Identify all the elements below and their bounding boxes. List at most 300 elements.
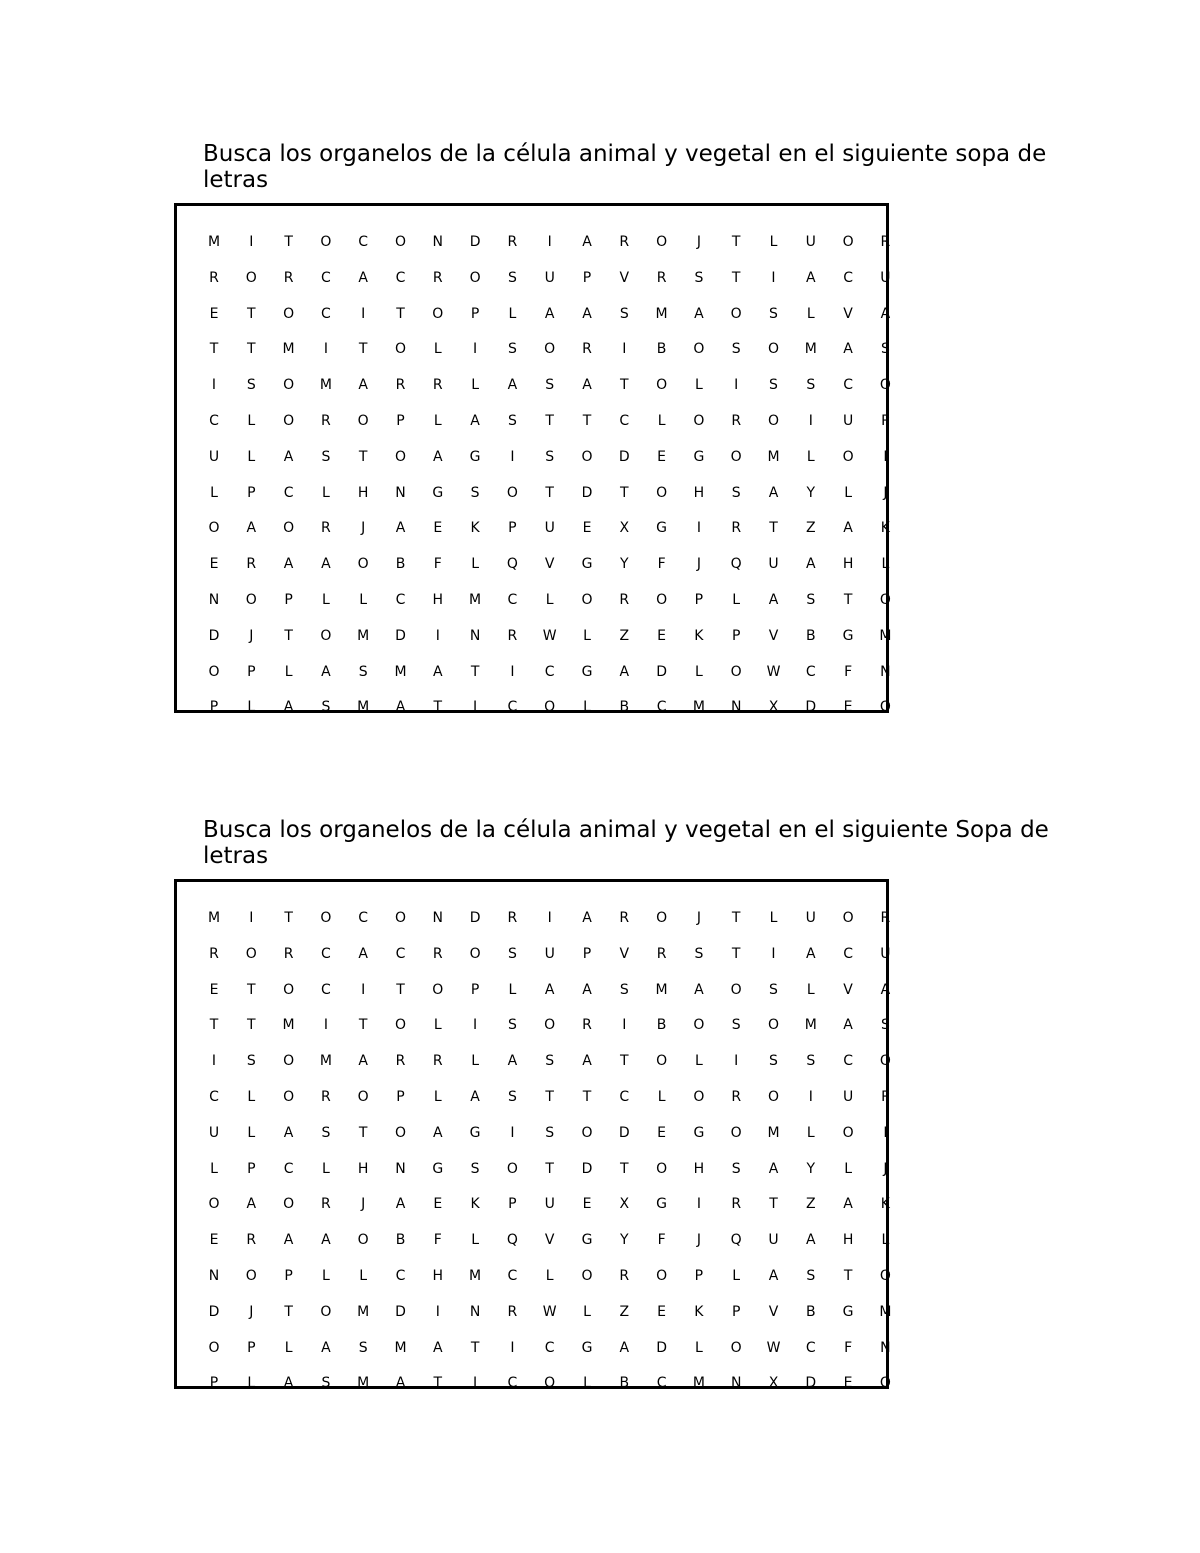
grid-letter: U (544, 1196, 555, 1213)
grid-letter: C (544, 663, 555, 680)
grid-letter: O (656, 910, 668, 926)
grid-letter: I (211, 1053, 217, 1070)
grid-letter: Z (806, 1196, 816, 1213)
grid-letter: B (656, 341, 667, 358)
grid-letter: C (507, 1375, 518, 1392)
grid-letter: Y (806, 1160, 816, 1177)
grid-letter: A (246, 1196, 257, 1213)
grid-letter: P (247, 1339, 256, 1356)
grid-letter: S (545, 1124, 555, 1141)
grid-letter: U (880, 269, 891, 286)
grid-letter: I (435, 627, 440, 644)
grid-letter: H (357, 1160, 369, 1177)
grid-letter: B (619, 1375, 630, 1392)
grid-letter: O (581, 1268, 593, 1284)
grid-letter: O (394, 448, 407, 465)
grid-letter: P (731, 1303, 741, 1320)
grid-letter: L (210, 1160, 218, 1177)
grid-letter: B (395, 556, 406, 573)
grid-letter: L (321, 1268, 330, 1284)
grid-letter: T (247, 1017, 256, 1034)
grid-letter: L (694, 663, 703, 680)
grid-letter: I (510, 663, 515, 680)
grid-letter: G (581, 663, 593, 680)
grid-letter: R (507, 627, 518, 644)
grid-letter: P (247, 484, 256, 501)
grid-letter: A (768, 592, 779, 608)
grid-letter: N (730, 1375, 742, 1392)
grid-letter: A (358, 1053, 368, 1070)
grid-letter: N (730, 699, 742, 716)
grid-letter: M (804, 1017, 817, 1034)
grid-letter: O (357, 1089, 369, 1105)
grid-letter: J (249, 627, 254, 644)
grid-letter: D (805, 1375, 817, 1392)
grid-letter: I (510, 1124, 515, 1141)
grid-letter: T (284, 1303, 293, 1320)
grid-letter: I (734, 377, 739, 394)
grid-letter: T (731, 910, 741, 926)
grid-letter: E (843, 699, 853, 716)
grid-letter: U (544, 520, 555, 537)
grid-letter: O (693, 413, 705, 429)
grid-letter: S (507, 269, 517, 286)
grid-letter: A (433, 663, 443, 680)
grid-letter: T (620, 484, 629, 501)
grid-letter: G (469, 448, 481, 465)
grid-letter: B (805, 1303, 816, 1320)
grid-letter: G (842, 627, 854, 644)
grid-letter: O (544, 1375, 556, 1392)
grid-letter: S (806, 377, 816, 394)
grid-letter: R (619, 592, 630, 608)
grid-letter: S (731, 484, 741, 501)
grid-letter: L (694, 377, 703, 394)
grid-letter: Q (506, 1232, 518, 1249)
grid-letter: O (693, 341, 705, 358)
grid-letter: H (693, 484, 705, 501)
grid-letter: P (470, 981, 480, 998)
grid-letter: I (771, 945, 776, 962)
grid-letter: U (842, 1089, 854, 1105)
grid-letter: C (321, 945, 331, 962)
grid-letter: E (582, 520, 592, 537)
grid-letter: D (469, 910, 481, 926)
grid-letter: L (545, 592, 554, 608)
grid-letter: C (619, 1089, 630, 1105)
grid-letter: O (394, 910, 407, 926)
grid-letter: A (768, 484, 779, 501)
grid-letter: W (542, 1303, 557, 1320)
grid-letter: S (731, 341, 741, 358)
grid-letter: O (432, 981, 444, 998)
grid-letter: A (470, 1089, 480, 1105)
grid-letter: M (207, 910, 221, 926)
grid-letter: L (806, 1124, 815, 1141)
grid-letter: O (208, 1196, 220, 1213)
word-search-grid (174, 203, 892, 716)
grid-letter: R (731, 1089, 742, 1105)
grid-letter: L (881, 1232, 890, 1249)
grid-letter: T (731, 234, 741, 250)
grid-letter: C (395, 1268, 406, 1284)
grid-letter: H (842, 1232, 854, 1249)
grid-letter: A (358, 377, 368, 394)
grid-letter: N (395, 484, 406, 501)
grid-letter: N (208, 1268, 220, 1284)
grid-letter: T (545, 1160, 554, 1177)
grid-letter: T (582, 1089, 592, 1105)
grid-letter: P (247, 1160, 256, 1177)
grid-letter: P (694, 592, 704, 608)
grid-letter: D (618, 448, 630, 465)
grid-letter: A (283, 1124, 294, 1141)
grid-letter: T (769, 1196, 778, 1213)
grid-letter: O (506, 1160, 518, 1177)
grid-letter: M (767, 448, 780, 465)
grid-letter: N (469, 627, 481, 644)
grid-letter: O (730, 981, 742, 998)
grid-letter: P (694, 1268, 704, 1284)
grid-letter: K (694, 627, 704, 644)
grid-letter: L (284, 1339, 293, 1356)
grid-letter: A (806, 556, 816, 573)
grid-letter: L (545, 1268, 554, 1284)
grid-letter: M (394, 1339, 407, 1356)
grid-letter: O (693, 1017, 705, 1034)
grid-letter: L (844, 484, 852, 501)
grid-letter: A (806, 1232, 816, 1249)
grid-letter: L (433, 413, 442, 429)
grid-letter: I (883, 448, 888, 465)
grid-letter: L (247, 413, 256, 429)
grid-letter: C (395, 592, 406, 608)
grid-letter: O (656, 377, 668, 394)
grid-letter: C (544, 1339, 555, 1356)
grid-letter: T (396, 981, 405, 998)
grid-letter: A (283, 699, 294, 716)
grid-letter: R (395, 377, 406, 394)
grid-letter: N (395, 1160, 406, 1177)
grid-letter: P (396, 1089, 405, 1105)
grid-letter: L (881, 556, 890, 573)
grid-letter: R (321, 520, 331, 537)
grid-letter: M (879, 627, 892, 644)
grid-letter: V (843, 981, 853, 998)
grid-letter: R (507, 910, 518, 926)
grid-letter: O (581, 448, 593, 465)
grid-letter: Q (730, 556, 742, 573)
grid-letter: M (692, 1375, 705, 1392)
grid-letter: O (656, 1053, 668, 1070)
grid-letter: A (619, 1339, 630, 1356)
grid-letter: O (842, 1124, 854, 1141)
grid-letter: I (211, 377, 217, 394)
grid-letter: V (544, 556, 555, 573)
grid-letter: S (507, 945, 517, 962)
grid-letter: R (656, 269, 667, 286)
grid-letter: D (395, 1303, 406, 1320)
grid-letter: L (583, 1375, 591, 1392)
grid-letter: C (209, 1089, 219, 1105)
grid-letter: A (433, 1124, 443, 1141)
grid-letter: A (806, 945, 816, 962)
grid-letter: O (730, 448, 742, 465)
grid-letter: S (545, 448, 555, 465)
grid-letter: T (545, 484, 554, 501)
grid-letter: T (769, 520, 778, 537)
grid-letter: V (768, 1303, 779, 1320)
grid-letter: L (321, 592, 330, 608)
grid-letter: T (358, 1017, 368, 1034)
grid-letter: O (394, 341, 407, 358)
grid-letter: I (361, 305, 366, 322)
grid-letter: A (358, 945, 368, 962)
grid-letter: T (209, 341, 219, 358)
grid-letter: K (694, 1303, 704, 1320)
grid-letter: I (808, 1089, 813, 1105)
grid-letter: U (805, 910, 816, 926)
grid-letter: S (321, 448, 331, 465)
grid-letter: U (208, 1124, 220, 1141)
grid-letter: L (471, 556, 479, 573)
grid-letter: R (432, 1053, 443, 1070)
grid-letter: Y (620, 556, 629, 573)
grid-letter: S (769, 377, 778, 394)
grid-letter: I (696, 1196, 701, 1213)
grid-letter: G (693, 448, 705, 465)
grid-letter: G (842, 1303, 854, 1320)
grid-letter: S (358, 1339, 368, 1356)
grid-letter: O (842, 234, 854, 250)
grid-letter: L (806, 448, 815, 465)
grid-letter: A (619, 663, 630, 680)
grid-letter: T (284, 910, 293, 926)
grid-letter: C (395, 269, 406, 286)
grid-letter: I (323, 1017, 328, 1034)
grid-letter: V (619, 269, 630, 286)
grid-letter: O (320, 1303, 332, 1320)
grid-letter: M (357, 699, 370, 716)
grid-letter: B (395, 1232, 406, 1249)
grid-letter: I (473, 1017, 478, 1034)
grid-letter: O (283, 1053, 295, 1070)
grid-letter: S (545, 377, 555, 394)
grid-letter: V (544, 1232, 555, 1249)
grid-letter: L (769, 234, 778, 250)
grid-letter: G (432, 1160, 444, 1177)
grid-letter: M (319, 377, 332, 394)
grid-letter: T (247, 981, 256, 998)
grid-letter: A (507, 377, 518, 394)
grid-letter: E (582, 1196, 592, 1213)
grid-letter: O (245, 592, 257, 608)
grid-letter: E (433, 520, 443, 537)
grid-letter: T (396, 305, 405, 322)
grid-letter: F (657, 556, 666, 573)
grid-letter: A (283, 556, 294, 573)
grid-letter: B (656, 1017, 667, 1034)
grid-letter: A (395, 1196, 406, 1213)
grid-letter: U (880, 945, 891, 962)
grid-letter: A (582, 910, 592, 926)
grid-letter: C (395, 945, 406, 962)
grid-letter: M (357, 627, 370, 644)
grid-letter: J (361, 1196, 366, 1213)
grid-letter: W (542, 627, 557, 644)
grid-letter: O (656, 1268, 668, 1284)
grid-letter: D (469, 234, 481, 250)
grid-letter: O (320, 910, 332, 926)
grid-letter: L (806, 981, 815, 998)
grid-letter: C (321, 269, 331, 286)
grid-letter: A (395, 1375, 406, 1392)
grid-letter: P (508, 1196, 517, 1213)
grid-letter: K (470, 1196, 480, 1213)
grid-letter: O (245, 1268, 257, 1284)
grid-letter: U (842, 413, 854, 429)
grid-letter: A (507, 1053, 518, 1070)
grid-letter: M (692, 699, 705, 716)
grid-letter: O (730, 1124, 742, 1141)
grid-letter: L (657, 413, 666, 429)
grid-letter: J (361, 520, 366, 537)
grid-letter: T (209, 1017, 219, 1034)
grid-letter: K (880, 520, 890, 537)
grid-letter: T (582, 413, 592, 429)
grid-letter: L (321, 1160, 330, 1177)
grid-letter: S (321, 699, 331, 716)
grid-letter: O (394, 1017, 407, 1034)
grid-letter: W (766, 663, 781, 680)
grid-letter: O (730, 305, 742, 322)
grid-letter: D (208, 1303, 220, 1320)
grid-letter: D (581, 484, 593, 501)
grid-letter: M (469, 592, 482, 608)
grid-letter: T (358, 341, 368, 358)
grid-letter: E (209, 981, 219, 998)
grid-letter: F (844, 1339, 853, 1356)
grid-letter: J (249, 1303, 254, 1320)
grid-letter: R (507, 1303, 518, 1320)
grid-letter: A (321, 1339, 331, 1356)
grid-letter: C (321, 305, 331, 322)
grid-letter: B (619, 699, 630, 716)
grid-letter: P (247, 663, 256, 680)
grid-letter: P (582, 269, 592, 286)
grid-letter: P (209, 1375, 219, 1392)
grid-letter: L (359, 592, 368, 608)
grid-letter: O (656, 484, 668, 501)
grid-letter: A (843, 1196, 853, 1213)
grid-letter: R (507, 234, 518, 250)
grid-letter: R (321, 1196, 331, 1213)
grid-letter: N (432, 910, 444, 926)
grid-letter: I (696, 520, 701, 537)
grid-letter: I (435, 1303, 440, 1320)
grid-letter: O (320, 627, 332, 644)
grid-letter: F (433, 556, 442, 573)
word-search-grid (174, 879, 892, 1392)
grid-letter: D (618, 1124, 630, 1141)
grid-letter: R (731, 413, 742, 429)
grid-letter: A (880, 981, 891, 998)
grid-letter: R (656, 945, 667, 962)
grid-letter: N (880, 663, 891, 680)
grid-letter: R (321, 1089, 331, 1105)
grid-letter: A (582, 234, 592, 250)
grid-letter: P (470, 305, 480, 322)
grid-letter: I (361, 981, 366, 998)
grid-letter: H (357, 484, 369, 501)
grid-letter: C (843, 945, 853, 962)
grid-letter: S (806, 592, 816, 608)
grid-letter: C (358, 910, 369, 926)
grid-letter: C (619, 413, 630, 429)
grid-letter: O (842, 448, 854, 465)
grid-letter: M (767, 1124, 780, 1141)
grid-letter: A (582, 1053, 592, 1070)
grid-letter: L (583, 627, 591, 644)
grid-letter: R (283, 945, 294, 962)
grid-letter: L (247, 699, 256, 716)
grid-letter: T (731, 269, 741, 286)
grid-letter: I (473, 1375, 478, 1392)
grid-letter: I (510, 448, 515, 465)
grid-letter: L (732, 592, 741, 608)
grid-letter: R (582, 1017, 592, 1034)
grid-letter: K (880, 1196, 890, 1213)
grid-letter: C (507, 592, 518, 608)
grid-letter: O (879, 592, 891, 608)
grid-letter: L (694, 1053, 703, 1070)
grid-letter: P (284, 592, 293, 608)
grid-letter: V (843, 305, 853, 322)
grid-letter: S (507, 1017, 517, 1034)
grid-letter: C (358, 234, 369, 250)
grid-letter: O (283, 981, 295, 998)
grid-letter: A (433, 448, 443, 465)
grid-letter: I (473, 699, 478, 716)
grid-letter: P (881, 1089, 890, 1105)
grid-letter: B (805, 627, 816, 644)
grid-letter: S (731, 1017, 741, 1034)
grid-letter: M (207, 234, 221, 250)
grid-letter: O (357, 556, 369, 573)
grid-letter: O (581, 592, 593, 608)
grid-letter: R (582, 341, 592, 358)
grid-letter: A (768, 1160, 779, 1177)
grid-letter: X (768, 1375, 779, 1392)
grid-letter: P (582, 945, 592, 962)
grid-letter: I (249, 910, 254, 926)
grid-letter: O (469, 269, 481, 286)
grid-letter: D (656, 1339, 667, 1356)
grid-letter: G (656, 1196, 668, 1213)
grid-letter: A (843, 341, 853, 358)
grid-letter: L (247, 1124, 256, 1141)
grid-letter: T (470, 663, 480, 680)
grid-letter: E (209, 556, 219, 573)
grid-letter: M (655, 305, 668, 322)
grid-letter: O (656, 592, 668, 608)
grid-letter: A (470, 413, 480, 429)
grid-letter: A (283, 448, 294, 465)
grid-letter: H (842, 556, 854, 573)
grid-letter: S (619, 305, 629, 322)
grid-letter: C (283, 1160, 294, 1177)
grid-letter: O (879, 377, 891, 394)
